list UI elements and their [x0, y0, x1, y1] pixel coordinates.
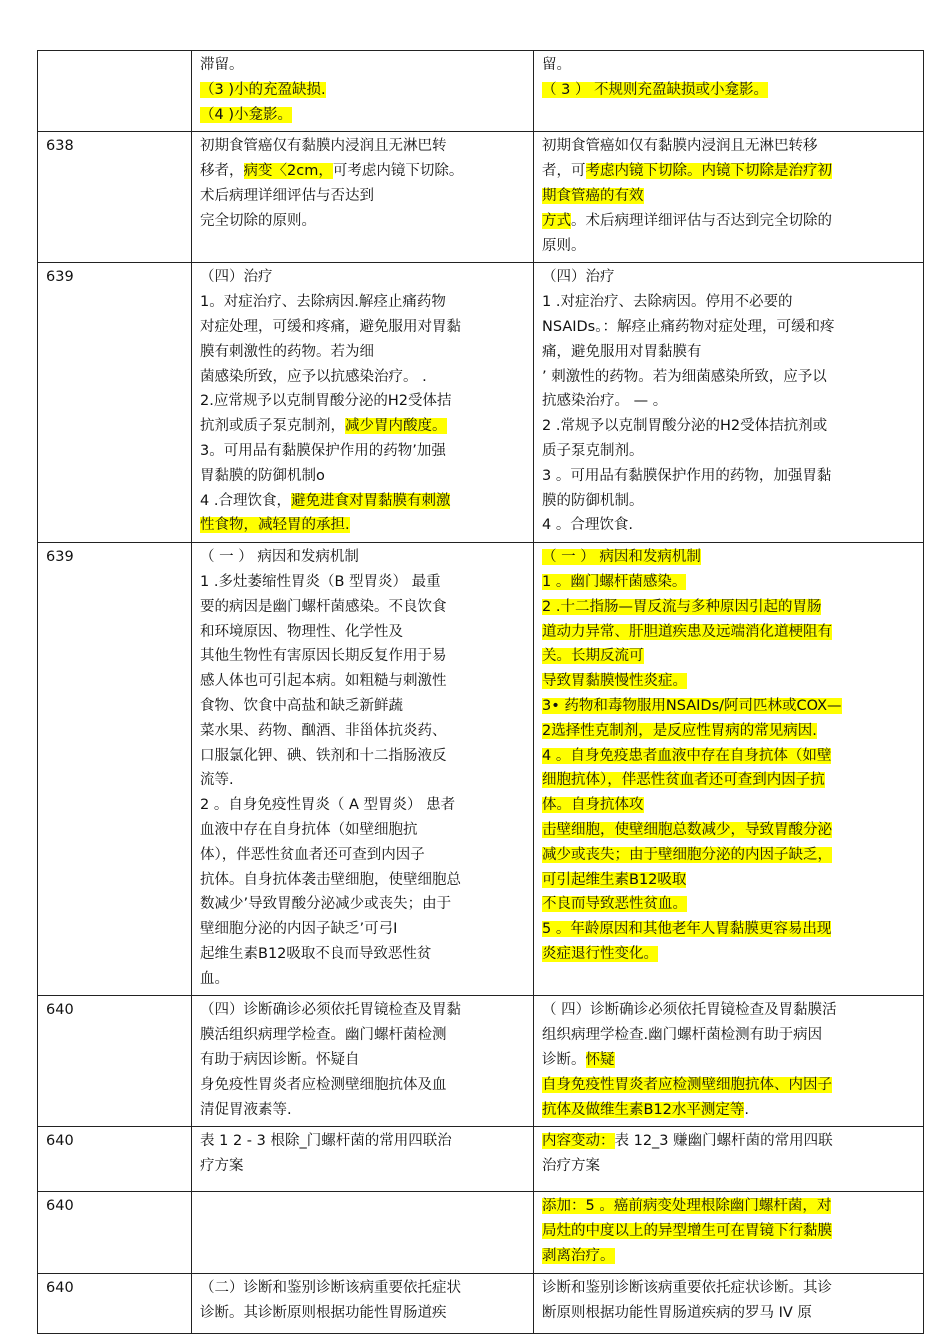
- text-line: [200, 644, 527, 669]
- text-segment: 原则。: [542, 237, 586, 254]
- text-line: [542, 53, 917, 78]
- text-segment: 诊断。其诊断原则根据功能性胃肠道疾: [200, 1304, 447, 1321]
- text-segment: 有助于病因诊断。怀疑自: [200, 1052, 360, 1069]
- table-row: [38, 1192, 924, 1273]
- text-segment: 要的病因是幽门螺杆菌感染。不良饮食: [200, 598, 447, 615]
- comparison-table: [37, 50, 924, 1334]
- text-line: [200, 570, 527, 595]
- highlighted-text: 2 .十二指肠—胃反流与多种原因引起的胃肠: [542, 598, 822, 615]
- text-segment: 抗感染治疗。 — 。: [542, 393, 668, 410]
- highlighted-text: 减少胃内酸度。: [345, 418, 447, 435]
- revised-text-cell: [534, 51, 924, 132]
- text-line: [200, 595, 527, 620]
- text-line: [200, 103, 527, 128]
- highlighted-text: 自身免疫性胃炎者应检测壁细胞抗体、内因子: [542, 1076, 832, 1093]
- highlighted-text: 1 。幽门螺杆菌感染。: [542, 573, 687, 590]
- table-row: [38, 263, 924, 543]
- page-number-cell: 640: [38, 996, 192, 1127]
- text-line: [200, 793, 527, 818]
- highlighted-text: 减少或丧失；由于壁细胞分泌的内因子缺乏，: [542, 846, 832, 863]
- text-segment: 膜活组织病理学检查。幽门螺杆菌检测: [200, 1027, 447, 1044]
- text-line: [200, 1073, 527, 1098]
- text-line: [542, 315, 917, 340]
- text-line: [200, 967, 527, 992]
- text-line: [542, 620, 917, 645]
- text-segment: 4 。合理饮食.: [542, 517, 633, 534]
- highlighted-text: 击壁细胞，使壁细胞总数减少，导致胃酸分泌: [542, 821, 832, 838]
- text-line: [200, 545, 527, 570]
- text-line: [200, 315, 527, 340]
- text-line: [542, 843, 917, 868]
- highlighted-text: （ 一 ） 病因和发病机制: [542, 549, 701, 566]
- highlighted-text: （3 )小的充盈缺损.: [200, 81, 326, 98]
- revised-text-cell: [534, 1273, 924, 1333]
- original-text-cell: [192, 1127, 534, 1192]
- highlighted-text: 期食管癌的有效: [542, 187, 644, 204]
- text-line: [542, 545, 917, 570]
- text-segment: 完全切除的原则。: [200, 212, 316, 229]
- text-line: [542, 1276, 917, 1301]
- text-line: [200, 265, 527, 290]
- text-segment: 初期食管癌仅有黏膜内浸润且无淋巴转: [200, 138, 447, 155]
- original-text-cell: [192, 1192, 534, 1273]
- highlighted-text: 2选择性克制剂，是反应性胃病的常见病因.: [542, 722, 817, 739]
- text-segment: 清促胃液素等.: [200, 1101, 292, 1118]
- text-line: [542, 1048, 917, 1073]
- text-segment: 2 。自身免疫性胃炎（ A 型胃炎） 患者: [200, 797, 456, 814]
- highlighted-text: 怀疑: [585, 1052, 615, 1069]
- text-line: [200, 290, 527, 315]
- text-segment: 可考虑内镜下切除。: [332, 163, 464, 180]
- page-number-cell: [38, 51, 192, 132]
- text-line: [542, 1219, 917, 1244]
- text-line: [200, 719, 527, 744]
- text-segment: 移者，: [200, 163, 244, 180]
- text-segment: 表 1 2 - 3 根除_门螺杆菌的常用四联治: [200, 1133, 452, 1150]
- highlighted-text: 病变〈2cm，: [243, 163, 333, 180]
- text-line: [542, 1023, 917, 1048]
- page-number-cell: 640: [38, 1192, 192, 1273]
- highlighted-text: 性食物，减轻胃的承担.: [200, 517, 350, 534]
- text-line: [542, 917, 917, 942]
- text-line: [200, 768, 527, 793]
- text-segment: 断原则根据功能性胃肠道疾病的罗马 IV 原: [542, 1304, 812, 1321]
- page-number-cell: 640: [38, 1127, 192, 1192]
- highlighted-text: 方式: [542, 212, 571, 229]
- text-line: [542, 209, 917, 234]
- text-segment: 对症处理，可缓和疼痛，避免服用对胃黏: [200, 318, 461, 335]
- text-line: [542, 365, 917, 390]
- highlighted-text: （ 3 ） 不规则充盈缺损或小龛影。: [542, 81, 769, 98]
- text-segment: 壁细胞分泌的内因子缺乏’可弓I: [200, 921, 398, 938]
- text-line: [200, 209, 527, 234]
- text-segment: 膜的防御机制。: [542, 492, 644, 509]
- text-segment: 疗方案: [200, 1158, 244, 1175]
- text-segment: 数减少’导致胃酸分泌减少或丧失；由于: [200, 896, 452, 913]
- text-line: [542, 818, 917, 843]
- text-segment: 血。: [200, 970, 229, 987]
- text-line: [542, 389, 917, 414]
- text-line: [200, 1129, 527, 1154]
- text-segment: （四）治疗: [542, 269, 615, 286]
- text-line: [542, 570, 917, 595]
- text-line: [542, 644, 917, 669]
- text-segment: 菜水果、药物、酗酒、非甾体抗炎药、: [200, 722, 447, 739]
- text-segment: 感人体也可引起本病。如粗糙与刺激性: [200, 673, 447, 690]
- text-segment: 3。可用品有黏膜保护作用的药物’加强: [200, 442, 446, 459]
- highlighted-text: 抗体及做维生素B12水平测定等: [542, 1101, 745, 1118]
- text-line: [542, 768, 917, 793]
- text-line: [542, 439, 917, 464]
- text-line: [542, 868, 917, 893]
- text-segment: 抗剂或质子泵克制剂，: [200, 418, 345, 435]
- text-line: [200, 1048, 527, 1073]
- text-line: [200, 1098, 527, 1123]
- text-line: [542, 942, 917, 967]
- text-line: [200, 464, 527, 489]
- text-line: [542, 414, 917, 439]
- text-line: [542, 669, 917, 694]
- original-text-cell: [192, 263, 534, 543]
- text-line: [200, 917, 527, 942]
- text-line: [200, 78, 527, 103]
- text-segment: 2 .常规予以克制胃酸分泌的H2受体拮抗剂或: [542, 418, 828, 435]
- highlighted-text: 不良而导致恶性贫血。: [542, 896, 687, 913]
- text-segment: 2.应常规予以克制胃酸分泌的H2受体拮: [200, 393, 452, 410]
- text-segment: 治疗方案: [542, 1158, 600, 1175]
- highlighted-text: 体。自身抗体攻: [542, 797, 644, 814]
- highlighted-text: 考虑内镜下切除。内镜下切除是治疗初: [585, 163, 832, 180]
- text-line: [200, 694, 527, 719]
- text-segment: 者，可: [542, 163, 586, 180]
- text-segment: 诊断和鉴别诊断该病重要依托症状诊断。其诊: [542, 1279, 832, 1296]
- text-line: [200, 1023, 527, 1048]
- text-line: [542, 744, 917, 769]
- text-line: [542, 1098, 917, 1123]
- highlighted-text: （4 )小龛影。: [200, 106, 292, 123]
- text-line: [200, 998, 527, 1023]
- text-segment: （四）诊断确诊必须依托胃镜检查及胃黏: [200, 1002, 461, 1019]
- original-text-cell: [192, 543, 534, 996]
- table-row: [38, 1273, 924, 1333]
- text-line: [542, 595, 917, 620]
- text-line: [200, 669, 527, 694]
- highlighted-text: 添加：5 。癌前病变处理根除幽门螺杆菌，对: [542, 1198, 832, 1215]
- original-text-cell: [192, 996, 534, 1127]
- text-line: [200, 1276, 527, 1301]
- text-line: [200, 513, 527, 538]
- text-line: [542, 78, 917, 103]
- original-text-cell: [192, 132, 534, 263]
- text-line: [200, 744, 527, 769]
- text-line: [200, 134, 527, 159]
- text-segment: NSAIDs。：解痉止痛药物对症处理，可缓和疼: [542, 318, 835, 335]
- text-line: [542, 290, 917, 315]
- text-line: [542, 1129, 917, 1154]
- text-segment: 流等.: [200, 772, 234, 789]
- text-segment: 膜有刺激性的药物。若为细: [200, 343, 374, 360]
- text-line: [542, 489, 917, 514]
- text-line: [200, 868, 527, 893]
- text-segment: 口服氯化钾、碘、铁剂和十二指肠液反: [200, 747, 447, 764]
- text-line: [200, 414, 527, 439]
- highlighted-text: 细胞抗体），伴恶性贫血者还可查到内因子抗: [542, 772, 825, 789]
- text-line: [542, 998, 917, 1023]
- text-segment: 血液中存在自身抗体（如壁细胞抗: [200, 821, 418, 838]
- text-line: [200, 818, 527, 843]
- revised-text-cell: [534, 543, 924, 996]
- revised-text-cell: [534, 1192, 924, 1273]
- page-number-cell: 640: [38, 1273, 192, 1333]
- text-segment: 和环境原因、物理性、化学性及: [200, 623, 403, 640]
- text-segment: 诊断。: [542, 1052, 586, 1069]
- revised-text-cell: [534, 263, 924, 543]
- highlighted-text: 5 。年龄原因和其他老年人胃黏膜更容易出现: [542, 921, 832, 938]
- revised-text-cell: [534, 996, 924, 1127]
- page-number-cell: 639: [38, 543, 192, 996]
- text-line: [542, 184, 917, 209]
- highlighted-text: 内容变动：: [542, 1133, 615, 1150]
- text-line: [200, 159, 527, 184]
- highlighted-text: 3• 药物和毒物服用NSAIDs/阿司匹林或COX—: [542, 697, 842, 714]
- page-number-cell: 639: [38, 263, 192, 543]
- text-line: [200, 389, 527, 414]
- text-segment: ’ 刺激性的药物。若为细菌感染所致，应予以: [542, 368, 827, 385]
- revised-text-cell: [534, 1127, 924, 1192]
- text-segment: 痛，避免服用对胃黏膜有: [542, 343, 702, 360]
- text-line: [542, 464, 917, 489]
- text-segment: 抗体。自身抗体袭击壁细胞，使壁细胞总: [200, 871, 461, 888]
- text-line: [200, 942, 527, 967]
- table-row: [38, 1127, 924, 1192]
- text-segment: （二）诊断和鉴别诊断该病重要依托症状: [200, 1279, 461, 1296]
- text-line: [542, 892, 917, 917]
- text-segment: 1 .对症治疗、去除病因。停用不必要的: [542, 294, 793, 311]
- highlighted-text: 4 。自身免疫患者血液中存在自身抗体（如壁: [542, 747, 832, 764]
- highlighted-text: 导致胃黏膜慢性炎症。: [542, 673, 687, 690]
- text-line: [542, 793, 917, 818]
- text-line: [542, 1194, 917, 1219]
- text-line: [542, 694, 917, 719]
- text-segment: 其他生物性有害原因长期反复作用于易: [200, 648, 447, 665]
- text-segment: 起维生素B12吸取不良而导致恶性贫: [200, 945, 432, 962]
- table-row: [38, 51, 924, 132]
- text-segment: 体），伴恶性贫血者还可查到内因子: [200, 846, 425, 863]
- text-line: [542, 513, 917, 538]
- text-line: [200, 53, 527, 78]
- text-segment: （ 一 ） 病因和发病机制: [200, 549, 359, 566]
- text-segment: 1。对症治疗、去除病因.解痉止痛药物: [200, 294, 446, 311]
- table-row: [38, 543, 924, 996]
- text-segment: 胃黏膜的防御机制o: [200, 467, 325, 484]
- text-segment: 3 。可用品有黏膜保护作用的药物，加强胃黏: [542, 467, 832, 484]
- text-line: [542, 234, 917, 259]
- highlighted-text: 关。长期反流可: [542, 648, 644, 665]
- text-segment: 质子泵克制剂。: [542, 442, 644, 459]
- revised-text-cell: [534, 132, 924, 263]
- text-line: [200, 620, 527, 645]
- text-segment: 留。: [542, 57, 571, 73]
- text-segment: 术后病理详细评估与否达到: [200, 187, 374, 204]
- text-line: [542, 1244, 917, 1269]
- text-segment: 。术后病理详细评估与否达到完全切除的: [571, 212, 832, 229]
- text-segment: 滞留。: [200, 57, 244, 73]
- highlighted-text: 避免进食对胃黏膜有刺激: [290, 492, 451, 509]
- original-text-cell: [192, 1273, 534, 1333]
- text-line: [200, 892, 527, 917]
- text-line: [200, 184, 527, 209]
- text-line: [200, 489, 527, 514]
- highlighted-text: 局灶的中度以上的异型增生可在胃镜下行黏膜: [542, 1223, 832, 1240]
- text-line: [542, 719, 917, 744]
- text-segment: .: [744, 1101, 750, 1118]
- text-line: [542, 1301, 917, 1326]
- original-text-cell: [192, 51, 534, 132]
- text-line: [200, 365, 527, 390]
- text-line: [542, 265, 917, 290]
- text-line: [542, 1154, 917, 1179]
- highlighted-text: 可引起维生素B12吸取: [542, 871, 687, 888]
- text-line: [200, 843, 527, 868]
- text-line: [200, 1154, 527, 1179]
- text-segment: 表 12_3 赚幽门螺杆菌的常用四联: [614, 1133, 833, 1150]
- text-segment: 初期食管癌如仅有黏膜内浸润且无淋巴转移: [542, 138, 818, 155]
- text-line: [200, 439, 527, 464]
- text-segment: 食物、饮食中高盐和缺乏新鲜蔬: [200, 697, 403, 714]
- text-segment: 4 .合理饮食，: [200, 492, 291, 509]
- text-line: [542, 1073, 917, 1098]
- text-line: [542, 340, 917, 365]
- highlighted-text: 道动力异常、肝胆道疾患及远端消化道梗阻有: [542, 623, 832, 640]
- text-line: [542, 159, 917, 184]
- text-segment: （ 四）诊断确诊必须依托胃镜检查及胃黏膜活: [542, 1002, 837, 1019]
- text-segment: 组织病理学检查.幽门螺杆菌检测有助于病因: [542, 1027, 823, 1044]
- text-segment: 菌感染所致，应予以抗感染治疗。 .: [200, 368, 427, 385]
- table-row: [38, 132, 924, 263]
- text-segment: 身免疫性胃炎者应检测壁细胞抗体及血: [200, 1076, 447, 1093]
- table-row: [38, 996, 924, 1127]
- text-line: [542, 134, 917, 159]
- highlighted-text: 剥离治疗。: [542, 1248, 615, 1265]
- text-line: [200, 1301, 527, 1326]
- page-number-cell: 638: [38, 132, 192, 263]
- highlighted-text: 炎症退行性变化。: [542, 945, 658, 962]
- text-segment: 1 .多灶萎缩性胃炎（B 型胃炎） 最重: [200, 573, 441, 590]
- text-line: [200, 340, 527, 365]
- text-segment: （四）治疗: [200, 269, 273, 286]
